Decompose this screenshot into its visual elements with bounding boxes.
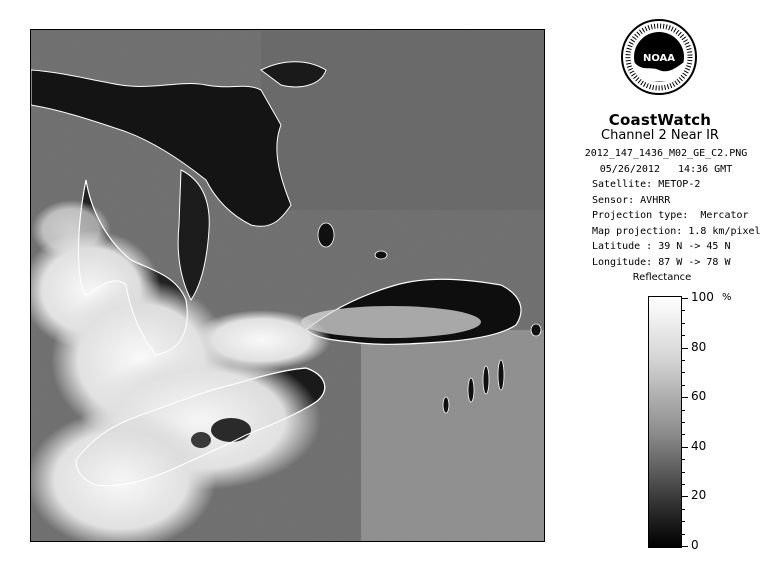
colorbar-minor-tick — [682, 434, 685, 435]
filename-text: 2012_147_1436_M02_GE_C2.PNG — [584, 148, 748, 159]
colorbar-tick — [682, 496, 688, 497]
colorbar-label: Reflectance — [632, 272, 692, 283]
colorbar-minor-tick — [682, 410, 685, 411]
colorbar-tick — [682, 298, 688, 299]
colorbar-tick-label: 20 — [691, 488, 707, 503]
colorbar-minor-tick — [682, 534, 685, 535]
colorbar-tick — [682, 447, 688, 448]
satellite-text: Satellite: METOP-2 — [592, 179, 701, 190]
colorbar-minor-tick — [682, 509, 685, 510]
colorbar-tick-label: 40 — [691, 438, 707, 453]
colorbar-minor-tick — [682, 360, 685, 361]
datetime-text: 05/26/2012 14:36 GMT — [599, 163, 733, 175]
colorbar-minor-tick — [682, 459, 685, 460]
projection-type-text: Projection type: Mercator — [592, 210, 749, 221]
great-lakes-map — [31, 30, 545, 542]
app-title: CoastWatch — [608, 111, 712, 129]
colorbar-minor-tick — [682, 484, 685, 485]
colorbar-tick-label: 60 — [691, 389, 707, 404]
channel-subtitle: Channel 2 Near IR — [601, 128, 719, 143]
noaa-logo — [620, 18, 698, 96]
svg-text:NOAA: NOAA — [642, 53, 676, 64]
colorbar-tick-label: 80 — [691, 339, 707, 354]
colorbar-tick — [682, 546, 688, 547]
latitude-text: Latitude : 39 N -> 45 N — [592, 241, 731, 252]
satellite-image-map — [30, 29, 545, 542]
colorbar-tick-label: 100 — [691, 290, 714, 304]
sensor-text: Sensor: AVHRR — [592, 194, 671, 206]
colorbar-minor-tick — [682, 335, 685, 336]
colorbar-minor-tick — [682, 310, 685, 311]
colorbar-minor-tick — [682, 472, 685, 473]
colorbar-tick — [682, 348, 688, 349]
colorbar-tick — [682, 397, 688, 398]
reflectance-colorbar — [648, 296, 682, 548]
colorbar-tick-label: 0 — [691, 538, 699, 552]
colorbar-minor-tick — [682, 323, 685, 324]
colorbar-minor-tick — [682, 372, 685, 373]
colorbar-minor-tick — [682, 422, 685, 423]
image-metadata — [560, 146, 772, 270]
longitude-text: Longitude: 87 W -> 78 W — [592, 256, 731, 268]
colorbar-unit: % — [722, 292, 732, 303]
colorbar-minor-tick — [682, 385, 685, 386]
colorbar-minor-tick — [682, 521, 685, 522]
map-projection-text: Map projection: 1.8 km/pixel — [592, 225, 761, 237]
